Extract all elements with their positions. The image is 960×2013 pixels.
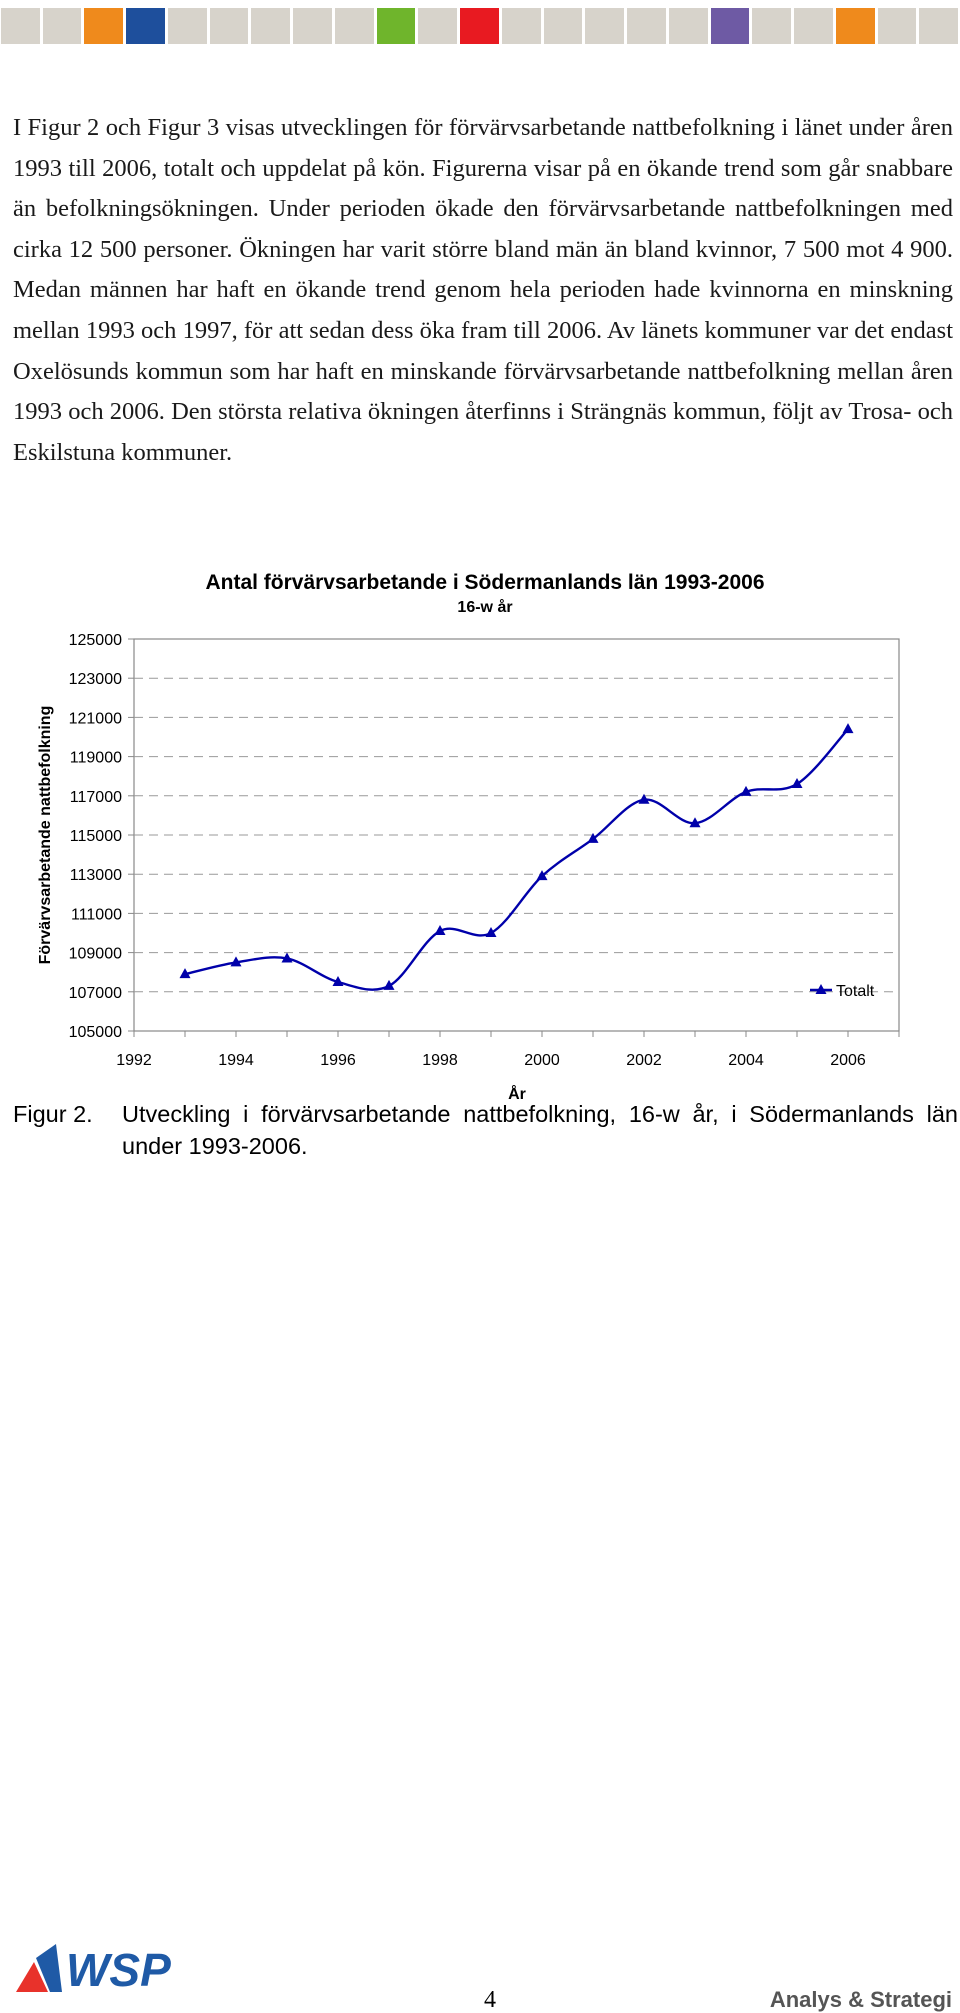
chart-title: Antal förvärvsarbetande i Södermanlands län 1993-2006 (205, 571, 765, 594)
y-tick-label: 113000 (69, 867, 122, 885)
y-tick-label: 105000 (68, 1024, 122, 1041)
footer-section-title: Analys & Strategi (769, 1987, 952, 2012)
strip-tile (377, 8, 416, 44)
strip-tile (84, 8, 123, 44)
strip-tile (335, 8, 374, 44)
data-point-triangle-icon (843, 723, 854, 733)
strip-tile (126, 8, 165, 44)
legend (810, 983, 875, 1000)
y-tick-label: 107000 (68, 984, 122, 1002)
strip-tile (669, 8, 708, 44)
strip-tile (293, 8, 332, 44)
x-tick-label: 2004 (728, 1052, 764, 1069)
strip-tile (711, 8, 750, 44)
strip-tile (210, 8, 249, 44)
x-tick-label: 2002 (626, 1052, 662, 1069)
strip-tile (794, 8, 833, 44)
strip-tile (878, 8, 917, 44)
strip-tile (251, 8, 290, 44)
x-tick-label: 2000 (524, 1052, 560, 1069)
strip-tile (627, 8, 666, 44)
strip-tile (544, 8, 583, 44)
strip-tile (836, 8, 875, 44)
strip-tile (418, 8, 457, 44)
strip-tile (752, 8, 791, 44)
header-color-strip (0, 8, 960, 44)
strip-tile (502, 8, 541, 44)
chart-subtitle: 16-w år (457, 599, 513, 616)
x-axis-ticks (116, 1031, 899, 1069)
body-paragraph: I Figur 2 och Figur 3 visas utvecklingen för förvärvsarbetande nattbefolkning i länet under åren 1993 till 2006, totalt och uppdelat på kön. Figurerna visar på en ökande trend som går snabbare än befolkningsökningen. Under perioden ökade den förvärvsarbetande nattbefolkningen med cirka 12 500 personer. Ökningen har varit större bland män än bland kvinnor, 7 500 mot 4 900. Medan männen har haft en ökande trend genom hela perioden hade kvinnorna en minskning mellan 1993 och 1997, för att sedan dess öka fram till 2006. Av länets kommuner var det endast Oxelösunds kommun som har haft en minskande förvärvsarbetande nattbefolkning mellan åren 1993 och 2006. Den största relativa ökningen återfinns i Strängnäs kommun, följt av Trosa- och Eskilstuna kommuner. (13, 114, 953, 466)
y-tick-label: 123000 (68, 671, 122, 689)
y-tick-label: 109000 (68, 945, 122, 963)
y-tick-label: 115000 (69, 828, 122, 845)
x-tick-label: 1998 (422, 1052, 458, 1069)
x-axis-label: År (508, 1086, 526, 1103)
logo-text: WSP (66, 1944, 171, 1994)
strip-tile (43, 8, 82, 44)
page-number: 4 (484, 1987, 496, 2013)
strip-tile (919, 8, 958, 44)
chart-svg (0, 545, 960, 1115)
y-tick-label: 121000 (68, 710, 122, 728)
strip-tile (168, 8, 207, 44)
strip-tile (460, 8, 499, 44)
strip-tile (585, 8, 624, 44)
y-axis-ticks (69, 632, 134, 1041)
y-tick-label: 125000 (68, 632, 122, 649)
series-markers-totalt (180, 723, 854, 990)
x-tick-label: 1994 (218, 1052, 254, 1069)
grid-lines (134, 678, 899, 992)
y-tick-label: 117000 (69, 788, 122, 806)
data-point-triangle-icon (792, 778, 803, 788)
x-tick-label: 2006 (830, 1052, 866, 1069)
wsp-logo (14, 1942, 204, 1994)
y-tick-label: 111000 (70, 906, 122, 924)
y-axis-label: Förvärvsarbetande nattbefolkning (37, 705, 54, 965)
caption-label: Figur 2. (13, 1101, 93, 1127)
line-chart (0, 545, 960, 1115)
series-line-totalt (185, 729, 848, 990)
caption-text: Utveckling i förvärvsarbetande nattbefolkning, 16-w år, i Södermanlands län under 1993-2006. (122, 1101, 958, 1159)
x-tick-label: 1992 (116, 1052, 152, 1069)
strip-tile (1, 8, 40, 44)
y-tick-label: 119000 (69, 749, 122, 767)
x-tick-label: 1996 (320, 1052, 356, 1069)
legend-label: Totalt (836, 983, 875, 1000)
